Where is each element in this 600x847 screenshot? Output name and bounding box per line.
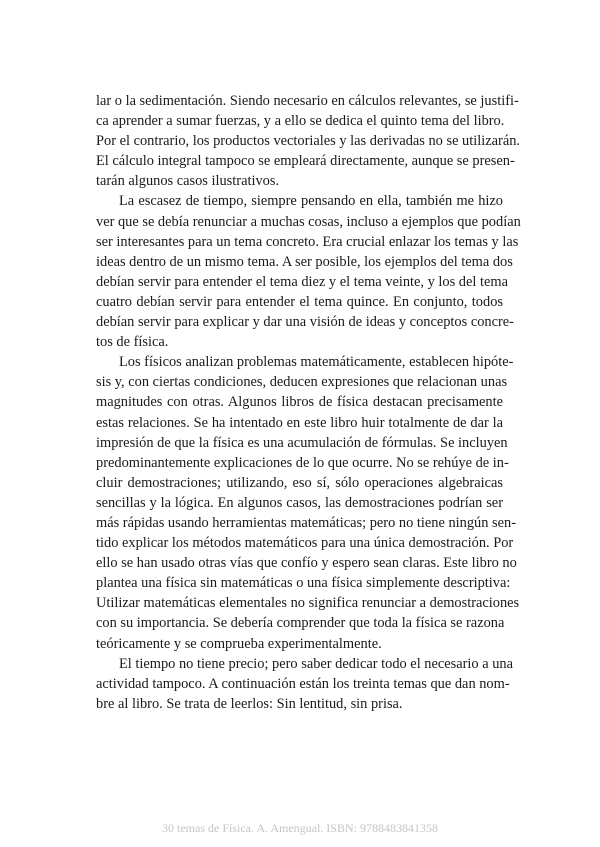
text-line: ca aprender a sumar fuerzas, y a ello se dedica el quinto tema del libro. [96,113,505,130]
paragraph [96,352,520,653]
text-line: predominantemente explicaciones de lo que ocurre. No se rehúye de in- [96,454,509,471]
text-line: ser interesantes para un tema concreto. Era crucial enlazar los temas y las [96,233,519,250]
text-line: con su importancia. Se debería comprender que toda la física se razona [96,615,505,632]
text-line: cuatro debían servir para entender el tema quince. En conjunto, todos [96,293,503,310]
body-text [96,91,521,714]
text-line: actividad tampoco. A continuación están los treinta temas que dan nom- [96,675,510,692]
text-line: cluir demostraciones; utilizando, eso sí, sólo operaciones algebraicas [96,474,503,491]
text-line: El cálculo integral tampoco se empleará directamente, aunque se presen- [96,153,515,170]
text-line: sis y, con ciertas condiciones, deducen expresiones que relacionan unas [96,374,508,391]
text-line: Por el contrario, los productos vectoriales y las derivadas no se utilizarán. [96,133,520,150]
text-line: estas relaciones. Se ha intentado en este libro huir totalmente de dar la [96,414,503,431]
text-line: Los físicos analizan problemas matemáticamente, establecen hipóte- [119,354,514,371]
text-line: ideas dentro de un mismo tema. A ser posible, los ejemplos del tema dos [96,253,513,270]
text-line: tos de física. [96,334,169,351]
text-line: plantea una física sin matemáticas o una física simplemente descriptiva: [96,575,511,592]
page-footer: 30 temas de Física. A. Amengual. ISBN: 9788483841358 [162,821,438,835]
text-line: debían servir para entender el tema diez y el tema veinte, y los del tema [96,273,508,290]
text-line: sencillas y la lógica. En algunos casos, las demostraciones podrían ser [96,494,503,511]
text-line: magnitudes con otras. Algunos libros de física destacan precisamente [96,394,503,411]
text-line: teóricamente y se comprueba experimentalmente. [96,635,382,652]
text-line: tarán algunos casos ilustrativos. [96,173,280,190]
text-line: lar o la sedimentación. Siendo necesario en cálculos relevantes, se justifi- [96,93,519,109]
text-line: bre al libro. Se trata de leerlos: Sin lentitud, sin prisa. [96,695,403,712]
text-line: más rápidas usando herramientas matemáticas; pero no tiene ningún sen- [96,514,516,531]
paragraph [96,654,513,714]
text-line: Utilizar matemáticas elementales no significa renunciar a demostraciones [96,595,520,612]
text-line: ver que se debía renunciar a muchas cosas, incluso a ejemplos que podían [96,213,521,230]
text-line: ello se han usado otras vías que confío y espero sean claras. Este libro no [96,555,517,572]
paragraph [96,91,520,191]
text-line: impresión de que la física es una acumulación de fórmulas. Se incluyen [96,434,508,451]
text-line: debían servir para explicar y dar una visión de ideas y conceptos concre- [96,314,514,331]
text-line: El tiempo no tiene precio; pero saber dedicar todo el necesario a una [119,655,513,672]
paragraph [96,191,521,352]
text-line: La escasez de tiempo, siempre pensando en ella, también me hizo [119,193,503,210]
text-line: tido explicar los métodos matemáticos para una única demostración. Por [96,535,514,552]
